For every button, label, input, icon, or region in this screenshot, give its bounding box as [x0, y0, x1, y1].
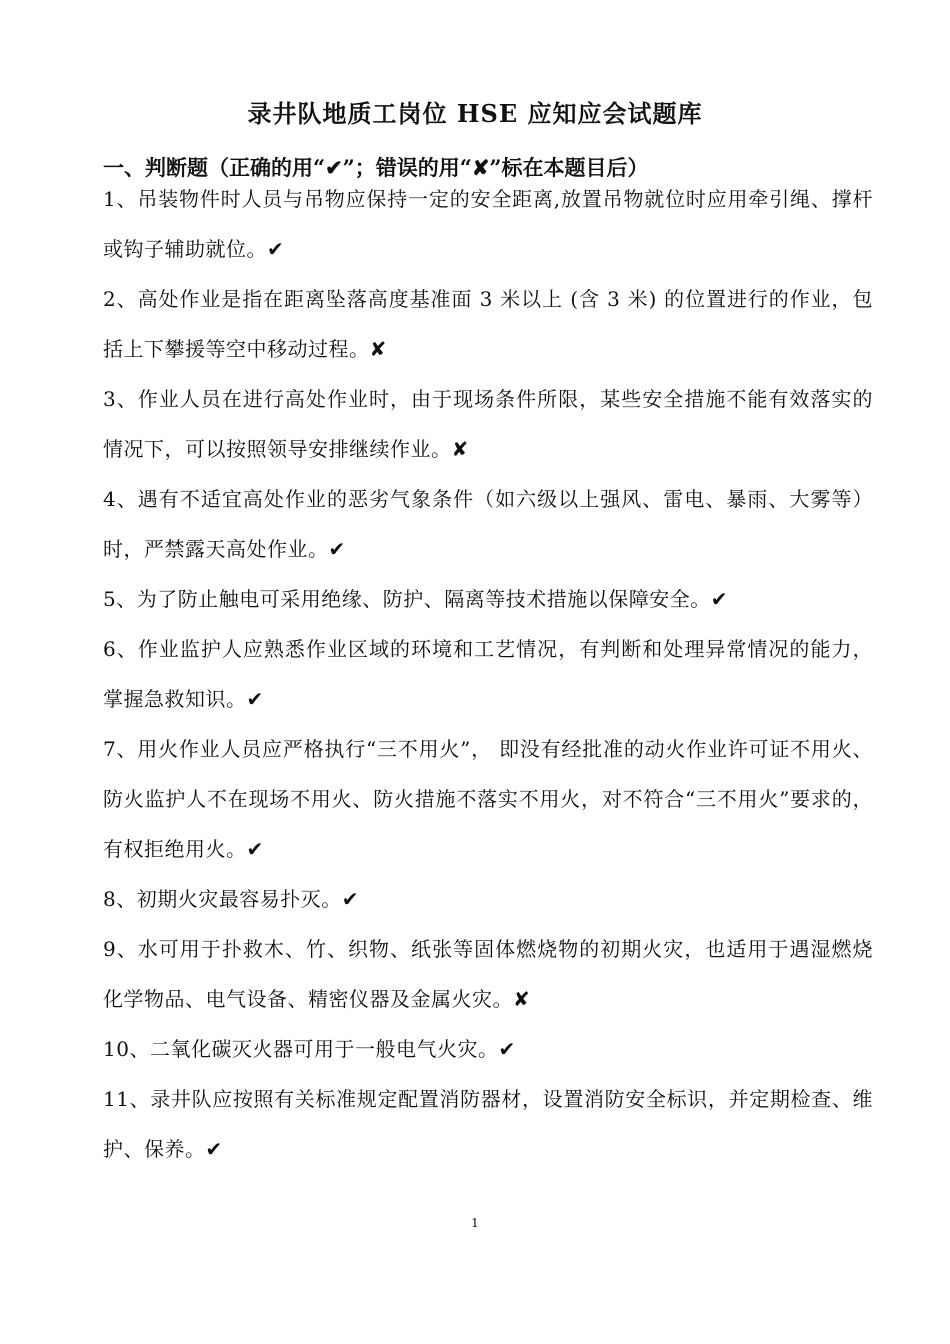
- section-heading: 一、判断题（正确的用“✔”；错误的用“✘”标在本题目后）: [103, 155, 649, 180]
- question-text: 3、作业人员在进行高处作业时，由于现场条件所限，某些安全措施不能有效落实的情况下，可以按照领导安排继续作业。: [103, 387, 873, 461]
- question-list: [103, 174, 873, 1174]
- question-text: 7、用火作业人员应严格执行“三不用火”， 即没有经批准的动火作业许可证不用火、防火监护人不在现场不用火、防火措施不落实不用火，对不符合“三不用火”要求的，有权拒绝用火。: [103, 737, 873, 861]
- question-item: [103, 1024, 873, 1074]
- question-item: [103, 624, 873, 724]
- question-item: [103, 474, 873, 574]
- document-title: 录井队地质工岗位 HSE 应知应会试题库: [247, 99, 703, 128]
- question-text: 5、为了防止触电可采用绝缘、防护、隔离等技术措施以保障安全。: [103, 587, 711, 611]
- question-item: [103, 924, 873, 1024]
- question-item: [103, 574, 873, 624]
- question-text: 2、高处作业是指在距离坠落高度基准面 3 米以上 (含 3 米) 的位置进行的作业，包括上下攀援等空中移动过程。: [103, 287, 873, 361]
- question-text: 10、二氧化碳灭火器可用于一般电气火灾。: [103, 1037, 499, 1061]
- answer-mark: ✔: [341, 887, 359, 911]
- answer-mark: ✘: [451, 437, 469, 461]
- answer-mark: ✔: [205, 1137, 223, 1161]
- answer-mark: ✘: [369, 337, 387, 361]
- question-text: 4、遇有不适宜高处作业的恶劣气象条件（如六级以上强风、雷电、暴雨、大雾等）时，严禁露天高处作业。: [103, 487, 873, 561]
- question-item: [103, 274, 873, 374]
- question-text: 6、作业监护人应熟悉作业区域的环境和工艺情况，有判断和处理异常情况的能力，掌握急救知识。: [103, 637, 873, 711]
- answer-mark: ✔: [246, 837, 264, 861]
- question-item: [103, 874, 873, 924]
- answer-mark: ✔: [498, 1037, 516, 1061]
- question-text: 9、水可用于扑救木、竹、织物、纸张等固体燃烧物的初期火灾，也适用于遇湿燃烧化学物品、电气设备、精密仪器及金属火灾。: [103, 937, 873, 1011]
- answer-mark: ✔: [267, 237, 285, 261]
- page-number: 1: [471, 1216, 479, 1230]
- question-item: [103, 724, 873, 874]
- question-item: [103, 374, 873, 474]
- question-item: [103, 1074, 873, 1174]
- answer-mark: ✔: [246, 687, 264, 711]
- answer-mark: ✘: [513, 987, 531, 1011]
- question-text: 11、录井队应按照有关标准规定配置消防器材，设置消防安全标识，并定期检查、维护、保养。: [103, 1087, 873, 1161]
- question-text: 8、初期火灾最容易扑灭。: [103, 887, 342, 911]
- answer-mark: ✔: [328, 537, 346, 561]
- answer-mark: ✔: [710, 587, 728, 611]
- question-item: [103, 174, 873, 274]
- question-text: 1、吊装物件时人员与吊物应保持一定的安全距离,放置吊物就位时应用牵引绳、撑杆或钩子辅助就位。: [103, 187, 873, 261]
